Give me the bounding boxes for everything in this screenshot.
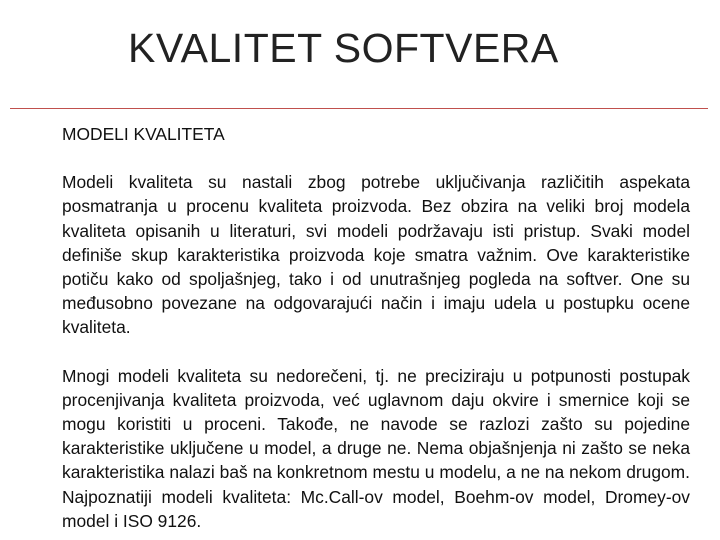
slide-title: KVALITET SOFTVERA — [128, 25, 559, 71]
section-heading: MODELI KVALITETA — [62, 124, 225, 144]
slide-content — [62, 122, 690, 533]
paragraph-limitations: Mnogi modeli kvaliteta su nedorečeni, tj. ne preciziraju u potpunosti postupak procenjivanja kvaliteta proizvoda, već uglavnom daju okvire i smernice koji se mogu koristiti u proceni. Takođe, ne navode se razlozi zašto su pojedine karakteristike uključene u model, a druge ne. Nema objašnjenja ni zašto se neka karakteristika nalazi baš na konkretnom mestu u modelu, a ne na nekom drugom. Najpoznatiji modeli kvaliteta: Mc.Call-ov model, Boehm-ov model, Dromey-ov model i ISO 9126. — [62, 365, 690, 531]
paragraph-intro: Modeli kvaliteta su nastali zbog potrebe uključivanja različitih aspekata posmatranja u procenu kvaliteta proizvoda. Bez obzira na veliki broj modela kvaliteta opisanih u literaturi, svi modeli podržavaju isti pristup. Svaki model definiše skup karakteristika proizvoda koje smatra važnim. Ove karakteristike potiču kako od spoljašnjeg, tako i od unutrašnjeg pogleda na softver. One su međusobno povezane na odgovarajući način i imaju udela u postupku ocene kvaliteta. — [62, 172, 690, 338]
title-divider — [10, 108, 708, 109]
